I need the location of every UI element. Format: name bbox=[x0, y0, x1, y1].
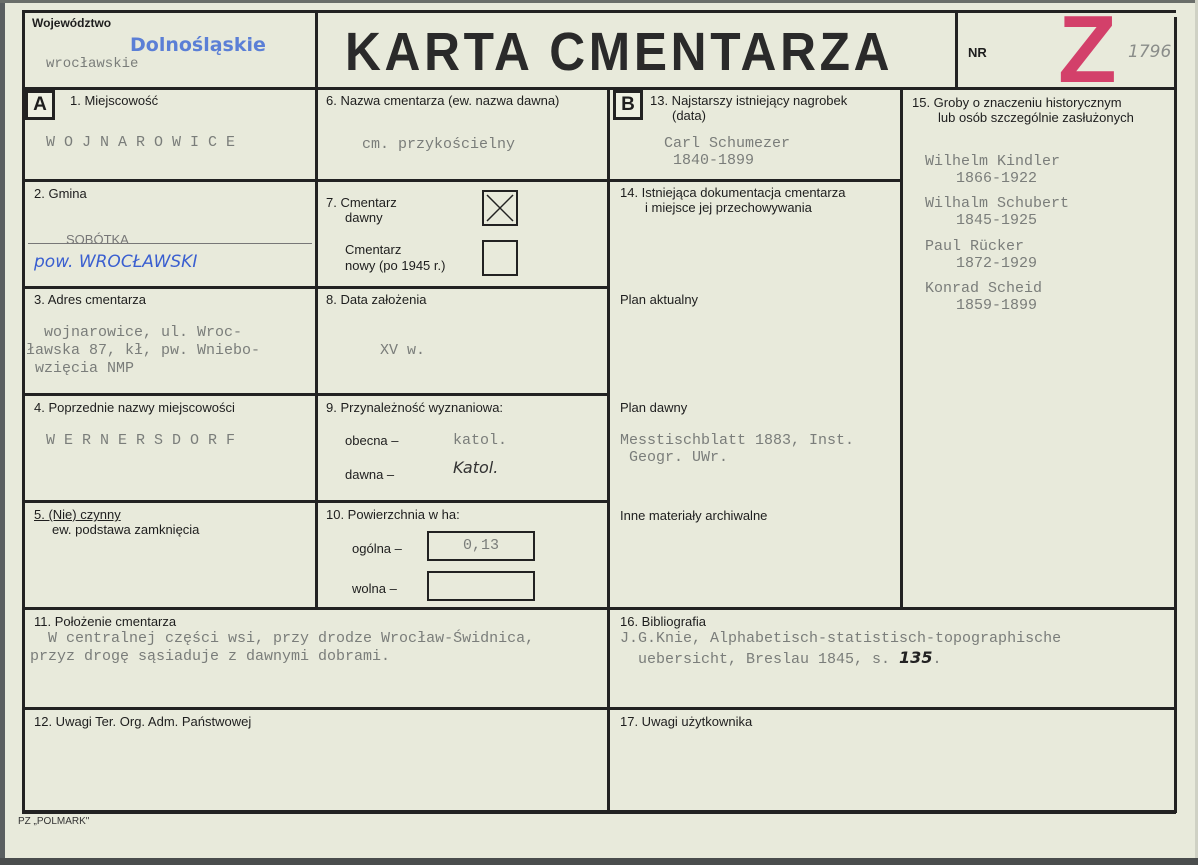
field-10-label: 10. Powierzchnia w ha: bbox=[326, 507, 460, 522]
field-16-handwritten-page: 135 bbox=[899, 648, 933, 667]
field-2-value: SOBÓTKA bbox=[66, 232, 129, 247]
field-7-old-label: 7. Cmentarz bbox=[326, 195, 397, 210]
field-12-label: 12. Uwagi Ter. Org. Adm. Państwowej bbox=[34, 714, 252, 729]
field-9-label: 9. Przynależność wyznaniowa: bbox=[326, 400, 504, 415]
field-14-label-2: i miejsce jej przechowywania bbox=[645, 200, 812, 215]
field-13-label-2: (data) bbox=[672, 108, 706, 123]
field-6-value: cm. przykościelny bbox=[362, 136, 516, 153]
field-11-value-line-2: przyz drogę sąsiaduje z dawnymi dobrami. bbox=[30, 648, 391, 665]
field-10-free-label: wolna – bbox=[352, 581, 397, 596]
field-16-period: . bbox=[932, 651, 942, 668]
section-a-badge: A bbox=[25, 90, 55, 120]
field-15-label: 15. Groby o znaczeniu historycznym bbox=[912, 95, 1122, 110]
total-area-value: 0,13 bbox=[463, 537, 500, 554]
field-1-label: 1. Miejscowość bbox=[70, 93, 159, 108]
field-5-label: 5. (Nie) czynny bbox=[34, 507, 121, 522]
field-7-new-label: Cmentarz bbox=[345, 242, 402, 257]
printer-mark: PZ „POLMARK" bbox=[18, 816, 90, 827]
grave-name: Paul Rücker bbox=[925, 238, 1025, 255]
old-cemetery-checkbox[interactable] bbox=[482, 190, 518, 226]
field-9-former-label: dawna – bbox=[345, 467, 395, 482]
field-8-value: XV w. bbox=[380, 342, 426, 359]
field-17-label: 17. Uwagi użytkownika bbox=[620, 714, 753, 729]
field-15-label-2: lub osób szczególnie zasłużonych bbox=[938, 110, 1134, 125]
plan-old-label: Plan dawny bbox=[620, 400, 688, 415]
number-letter-marker: Z bbox=[1058, 0, 1117, 103]
number-label: NR bbox=[968, 45, 987, 60]
card-edge-left bbox=[0, 0, 5, 865]
plan-old-value-line-2: Geogr. UWr. bbox=[620, 449, 729, 466]
field-3-value-line-3: wzięcia NMP bbox=[26, 360, 135, 377]
grave-dates: 1872-1929 bbox=[956, 255, 1038, 272]
grave-name: Wilhelm Kindler bbox=[925, 153, 1061, 170]
field-2-handwritten-county: pow. WROCŁAWSKI bbox=[34, 252, 198, 272]
free-area-field[interactable] bbox=[427, 571, 535, 601]
field-13-label: 13. Najstarszy istniejący nagrobek bbox=[650, 93, 848, 108]
number-value: 1796 bbox=[1128, 42, 1172, 62]
page-title: KARTA CMENTARZA bbox=[345, 22, 894, 82]
field-3-value-line-2: ławska 87, kł, pw. Wniebo- bbox=[26, 342, 261, 359]
field-2-label: 2. Gmina bbox=[34, 186, 87, 201]
voivodeship-typed-value: wrocławskie bbox=[46, 56, 139, 72]
plan-old-value-line-1: Messtischblatt 1883, Inst. bbox=[620, 432, 855, 449]
grave-dates: 1866-1922 bbox=[956, 170, 1038, 187]
field-11-value-line-1: W centralnej części wsi, przy drodze Wrocław-Świdnica, bbox=[30, 630, 535, 647]
field-7-old-label-2: dawny bbox=[345, 210, 383, 225]
field-1-value: WOJNAROWICE bbox=[46, 134, 245, 151]
checked-x-icon bbox=[484, 192, 516, 224]
field-7-new-label-2: nowy (po 1945 r.) bbox=[345, 258, 446, 273]
card-edge-bottom bbox=[0, 858, 1198, 865]
field-9-current-value: katol. bbox=[453, 432, 508, 449]
archive-materials-label: Inne materiały archiwalne bbox=[620, 508, 768, 523]
field-16-value-line-2 bbox=[638, 648, 941, 668]
field-8-label: 8. Data założenia bbox=[326, 292, 427, 307]
field-13-value-line-1: Carl Schumezer bbox=[664, 135, 791, 152]
field-4-value: WERNERSDORF bbox=[46, 432, 245, 449]
field-14-label: 14. Istniejąca dokumentacja cmentarza bbox=[620, 185, 846, 200]
field-16-citation-text: uebersicht, Breslau 1845, s. bbox=[638, 651, 900, 668]
voivodeship-label: Województwo bbox=[32, 16, 112, 30]
field-13-value-line-2: 1840-1899 bbox=[664, 152, 755, 169]
field-9-former-value: Katol. bbox=[453, 458, 499, 477]
section-b-badge: B bbox=[613, 90, 643, 120]
grave-name: Konrad Scheid bbox=[925, 280, 1043, 297]
field-5-label-2: ew. podstawa zamknięcia bbox=[52, 522, 200, 537]
field-3-label: 3. Adres cmentarza bbox=[34, 292, 146, 307]
grave-dates: 1845-1925 bbox=[956, 212, 1038, 229]
field-10-total-label: ogólna – bbox=[352, 541, 402, 556]
field-3-value-line-1: wojnarowice, ul. Wroc- bbox=[26, 324, 243, 341]
grave-name: Wilhalm Schubert bbox=[925, 195, 1070, 212]
plan-current-label: Plan aktualny bbox=[620, 292, 699, 307]
field-4-label: 4. Poprzednie nazwy miejscowości bbox=[34, 400, 235, 415]
grave-dates: 1859-1899 bbox=[956, 297, 1038, 314]
field-6-label: 6. Nazwa cmentarza (ew. nazwa dawna) bbox=[326, 93, 560, 108]
field-11-label: 11. Położenie cmentarza bbox=[34, 614, 177, 629]
card-edge-top bbox=[0, 0, 1198, 3]
total-area-field[interactable] bbox=[427, 531, 535, 561]
field-16-label: 16. Bibliografia bbox=[620, 614, 706, 629]
field-9-current-label: obecna – bbox=[345, 433, 399, 448]
field-16-value-line-1: J.G.Knie, Alphabetisch-statistisch-topographische bbox=[620, 630, 1062, 647]
voivodeship-stamp: Dolnośląskie bbox=[130, 34, 266, 56]
new-cemetery-checkbox[interactable] bbox=[482, 240, 518, 276]
